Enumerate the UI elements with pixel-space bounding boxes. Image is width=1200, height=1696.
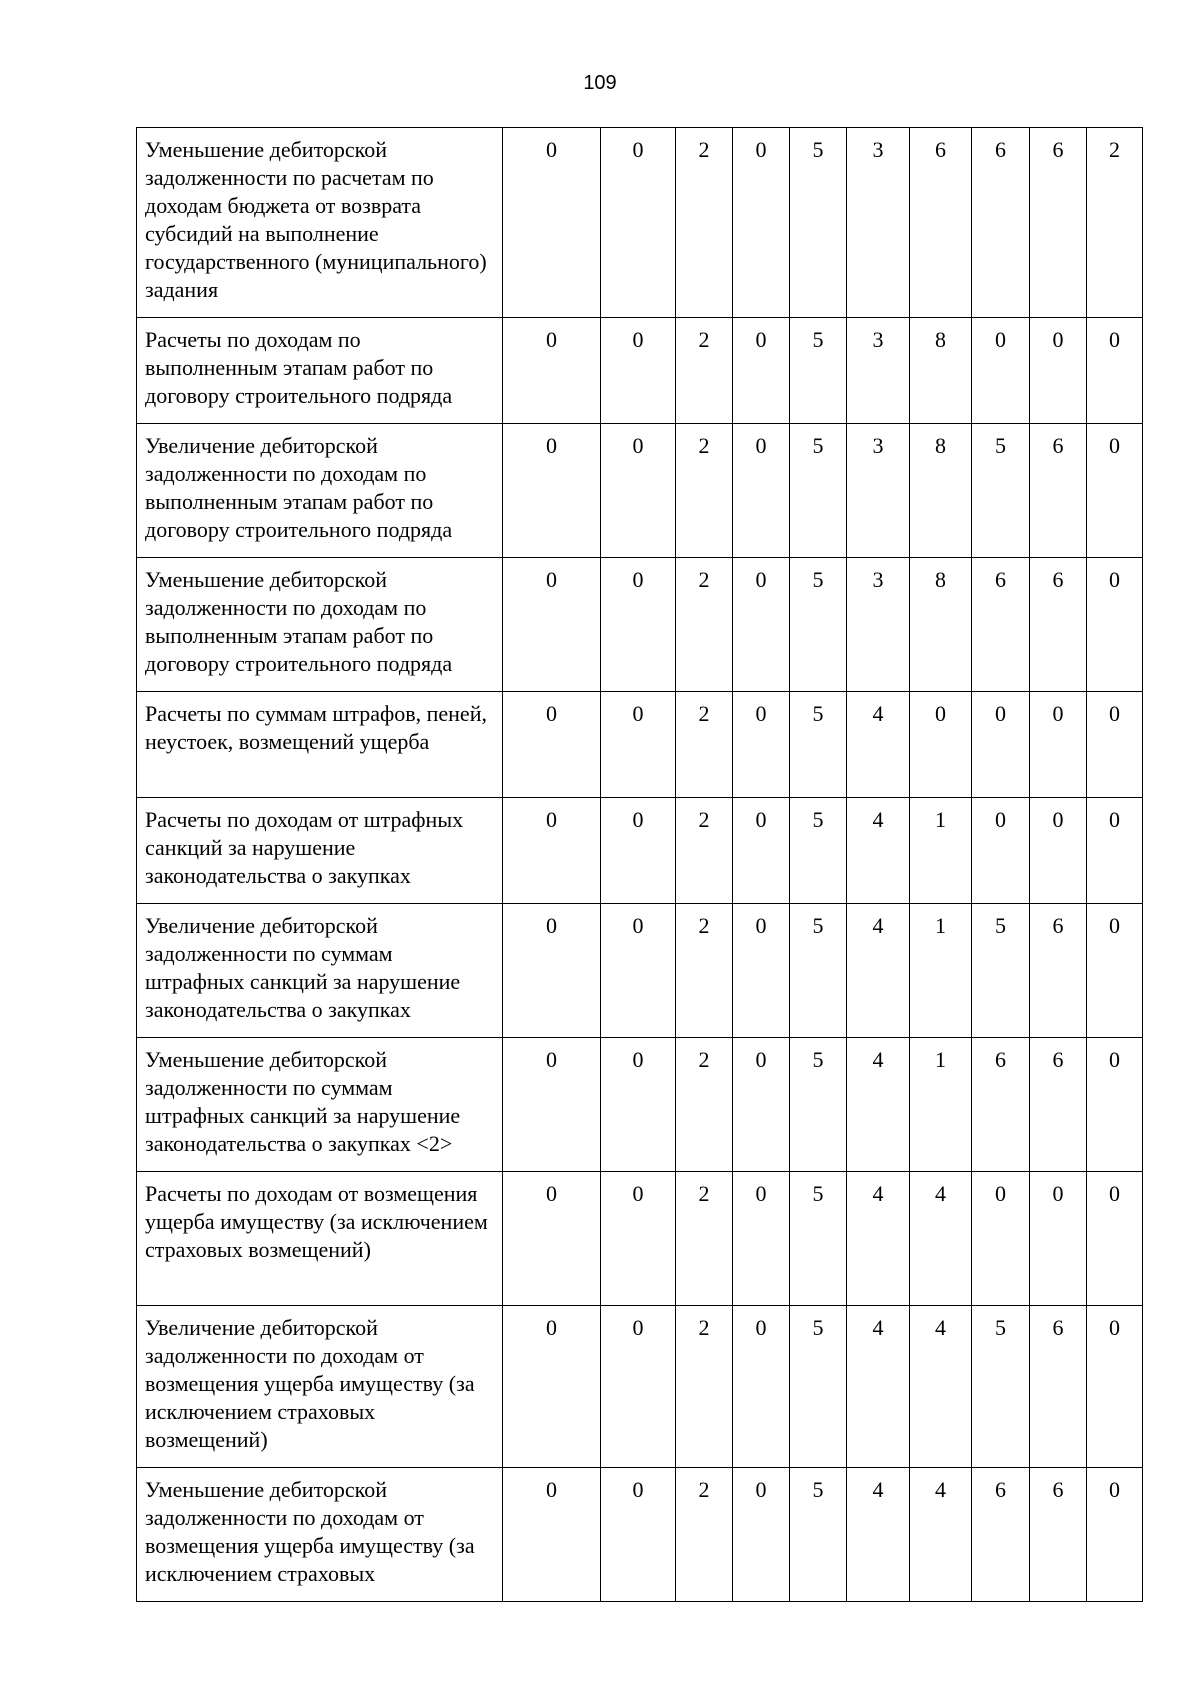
code-digit-cell: 4 — [847, 1172, 910, 1306]
code-digit-cell: 0 — [733, 318, 790, 424]
code-digit-cell: 0 — [1087, 558, 1143, 692]
account-name-cell: Расчеты по доходам от штрафных санкций за нарушение законодательства о закупках — [137, 798, 503, 904]
code-digit-cell: 0 — [503, 798, 601, 904]
code-digit-cell: 5 — [790, 318, 847, 424]
code-digit-cell: 6 — [1030, 1038, 1087, 1172]
code-digit-cell: 0 — [601, 318, 676, 424]
table-row — [137, 424, 1143, 558]
code-digit-cell: 0 — [503, 1038, 601, 1172]
account-name-cell: Расчеты по суммам штрафов, пеней, неустоек, возмещений ущерба — [137, 692, 503, 798]
code-digit-cell: 6 — [910, 128, 972, 318]
code-digit-cell: 0 — [1087, 1468, 1143, 1602]
code-digit-cell: 0 — [503, 424, 601, 558]
account-name-cell: Увеличение дебиторской задолженности по доходам от возмещения ущерба имуществу (за исключением страховых возмещений) — [137, 1306, 503, 1468]
code-digit-cell: 5 — [790, 1468, 847, 1602]
code-digit-cell: 6 — [1030, 1306, 1087, 1468]
code-digit-cell: 0 — [1087, 1172, 1143, 1306]
code-digit-cell: 5 — [972, 1306, 1030, 1468]
code-digit-cell: 0 — [503, 1306, 601, 1468]
code-digit-cell: 4 — [910, 1172, 972, 1306]
code-digit-cell: 0 — [503, 904, 601, 1038]
account-name-cell: Уменьшение дебиторской задолженности по доходам по выполненным этапам работ по договору строительного подряда — [137, 558, 503, 692]
table-row — [137, 1306, 1143, 1468]
code-digit-cell: 0 — [1087, 692, 1143, 798]
code-digit-cell: 2 — [1087, 128, 1143, 318]
code-digit-cell: 0 — [972, 798, 1030, 904]
account-name-cell: Уменьшение дебиторской задолженности по доходам от возмещения ущерба имуществу (за исключением страховых — [137, 1468, 503, 1602]
code-digit-cell: 0 — [1087, 904, 1143, 1038]
code-digit-cell: 0 — [503, 692, 601, 798]
code-digit-cell: 5 — [790, 128, 847, 318]
table-row — [137, 904, 1143, 1038]
code-digit-cell: 8 — [910, 558, 972, 692]
code-digit-cell: 0 — [733, 424, 790, 558]
code-digit-cell: 0 — [1087, 1306, 1143, 1468]
code-digit-cell: 0 — [733, 1306, 790, 1468]
code-digit-cell: 0 — [1030, 692, 1087, 798]
code-digit-cell: 0 — [733, 692, 790, 798]
code-digit-cell: 2 — [676, 424, 733, 558]
code-digit-cell: 0 — [1030, 1172, 1087, 1306]
code-digit-cell: 1 — [910, 1038, 972, 1172]
code-digit-cell: 0 — [1030, 318, 1087, 424]
code-digit-cell: 3 — [847, 558, 910, 692]
code-digit-cell: 3 — [847, 424, 910, 558]
code-digit-cell: 1 — [910, 798, 972, 904]
code-digit-cell: 6 — [1030, 424, 1087, 558]
account-codes-table — [136, 127, 1143, 1602]
code-digit-cell: 0 — [733, 904, 790, 1038]
code-digit-cell: 5 — [790, 692, 847, 798]
code-digit-cell: 3 — [847, 318, 910, 424]
code-digit-cell: 0 — [601, 558, 676, 692]
code-digit-cell: 2 — [676, 692, 733, 798]
code-digit-cell: 0 — [601, 1038, 676, 1172]
code-digit-cell: 6 — [972, 1468, 1030, 1602]
code-digit-cell: 0 — [601, 798, 676, 904]
code-digit-cell: 2 — [676, 1172, 733, 1306]
code-digit-cell: 0 — [601, 128, 676, 318]
code-digit-cell: 4 — [847, 904, 910, 1038]
code-digit-cell: 2 — [676, 558, 733, 692]
account-name-cell: Увеличение дебиторской задолженности по суммам штрафных санкций за нарушение законодательства о закупках — [137, 904, 503, 1038]
table-row — [137, 318, 1143, 424]
account-name-cell: Расчеты по доходам по выполненным этапам работ по договору строительного подряда — [137, 318, 503, 424]
code-digit-cell: 0 — [1087, 318, 1143, 424]
code-digit-cell: 4 — [847, 692, 910, 798]
code-digit-cell: 0 — [910, 692, 972, 798]
table-row — [137, 798, 1143, 904]
code-digit-cell: 0 — [503, 128, 601, 318]
code-digit-cell: 6 — [972, 1038, 1030, 1172]
code-digit-cell: 8 — [910, 424, 972, 558]
code-digit-cell: 0 — [972, 318, 1030, 424]
code-digit-cell: 5 — [790, 904, 847, 1038]
code-digit-cell: 0 — [601, 1468, 676, 1602]
code-digit-cell: 0 — [972, 1172, 1030, 1306]
code-digit-cell: 0 — [601, 1172, 676, 1306]
code-digit-cell: 0 — [1087, 424, 1143, 558]
table-row — [137, 558, 1143, 692]
code-digit-cell: 3 — [847, 128, 910, 318]
code-digit-cell: 6 — [1030, 1468, 1087, 1602]
account-name-cell: Уменьшение дебиторской задолженности по суммам штрафных санкций за нарушение законодательства о закупках <2> — [137, 1038, 503, 1172]
code-digit-cell: 0 — [733, 558, 790, 692]
code-digit-cell: 0 — [1030, 798, 1087, 904]
code-digit-cell: 0 — [733, 1172, 790, 1306]
code-digit-cell: 2 — [676, 904, 733, 1038]
code-digit-cell: 2 — [676, 1468, 733, 1602]
account-name-cell: Уменьшение дебиторской задолженности по расчетам по доходам бюджета от возврата субсидий на выполнение государственного (муниципального) задания — [137, 128, 503, 318]
code-digit-cell: 5 — [790, 1306, 847, 1468]
code-digit-cell: 2 — [676, 798, 733, 904]
code-digit-cell: 6 — [1030, 558, 1087, 692]
code-digit-cell: 0 — [601, 424, 676, 558]
code-digit-cell: 5 — [790, 1038, 847, 1172]
code-digit-cell: 8 — [910, 318, 972, 424]
table-row — [137, 128, 1143, 318]
code-digit-cell: 4 — [847, 798, 910, 904]
code-digit-cell: 2 — [676, 128, 733, 318]
code-digit-cell: 6 — [1030, 128, 1087, 318]
code-digit-cell: 0 — [1087, 798, 1143, 904]
code-digit-cell: 0 — [601, 692, 676, 798]
code-digit-cell: 5 — [790, 558, 847, 692]
code-digit-cell: 6 — [972, 558, 1030, 692]
code-digit-cell: 5 — [790, 1172, 847, 1306]
table-body — [137, 128, 1143, 1602]
code-digit-cell: 0 — [733, 128, 790, 318]
code-digit-cell: 0 — [503, 1468, 601, 1602]
code-digit-cell: 0 — [733, 1038, 790, 1172]
code-digit-cell: 2 — [676, 1306, 733, 1468]
code-digit-cell: 0 — [503, 558, 601, 692]
code-digit-cell: 2 — [676, 318, 733, 424]
code-digit-cell: 0 — [503, 1172, 601, 1306]
code-digit-cell: 5 — [790, 798, 847, 904]
code-digit-cell: 0 — [601, 1306, 676, 1468]
table-row — [137, 1038, 1143, 1172]
code-digit-cell: 5 — [972, 904, 1030, 1038]
code-digit-cell: 4 — [847, 1468, 910, 1602]
code-digit-cell: 0 — [601, 904, 676, 1038]
code-digit-cell: 2 — [676, 1038, 733, 1172]
table-row — [137, 1468, 1143, 1602]
code-digit-cell: 4 — [847, 1038, 910, 1172]
code-digit-cell: 4 — [910, 1468, 972, 1602]
code-digit-cell: 0 — [733, 798, 790, 904]
code-digit-cell: 0 — [503, 318, 601, 424]
table-row — [137, 692, 1143, 798]
code-digit-cell: 0 — [1087, 1038, 1143, 1172]
code-digit-cell: 4 — [847, 1306, 910, 1468]
code-digit-cell: 5 — [972, 424, 1030, 558]
account-name-cell: Увеличение дебиторской задолженности по доходам по выполненным этапам работ по договору строительного подряда — [137, 424, 503, 558]
code-digit-cell: 5 — [790, 424, 847, 558]
table-row — [137, 1172, 1143, 1306]
page-number: 109 — [583, 72, 617, 94]
code-digit-cell: 0 — [972, 692, 1030, 798]
account-name-cell: Расчеты по доходам от возмещения ущерба имуществу (за исключением страховых возмещений) — [137, 1172, 503, 1306]
code-digit-cell: 1 — [910, 904, 972, 1038]
code-digit-cell: 6 — [972, 128, 1030, 318]
code-digit-cell: 0 — [733, 1468, 790, 1602]
code-digit-cell: 4 — [910, 1306, 972, 1468]
code-digit-cell: 6 — [1030, 904, 1087, 1038]
